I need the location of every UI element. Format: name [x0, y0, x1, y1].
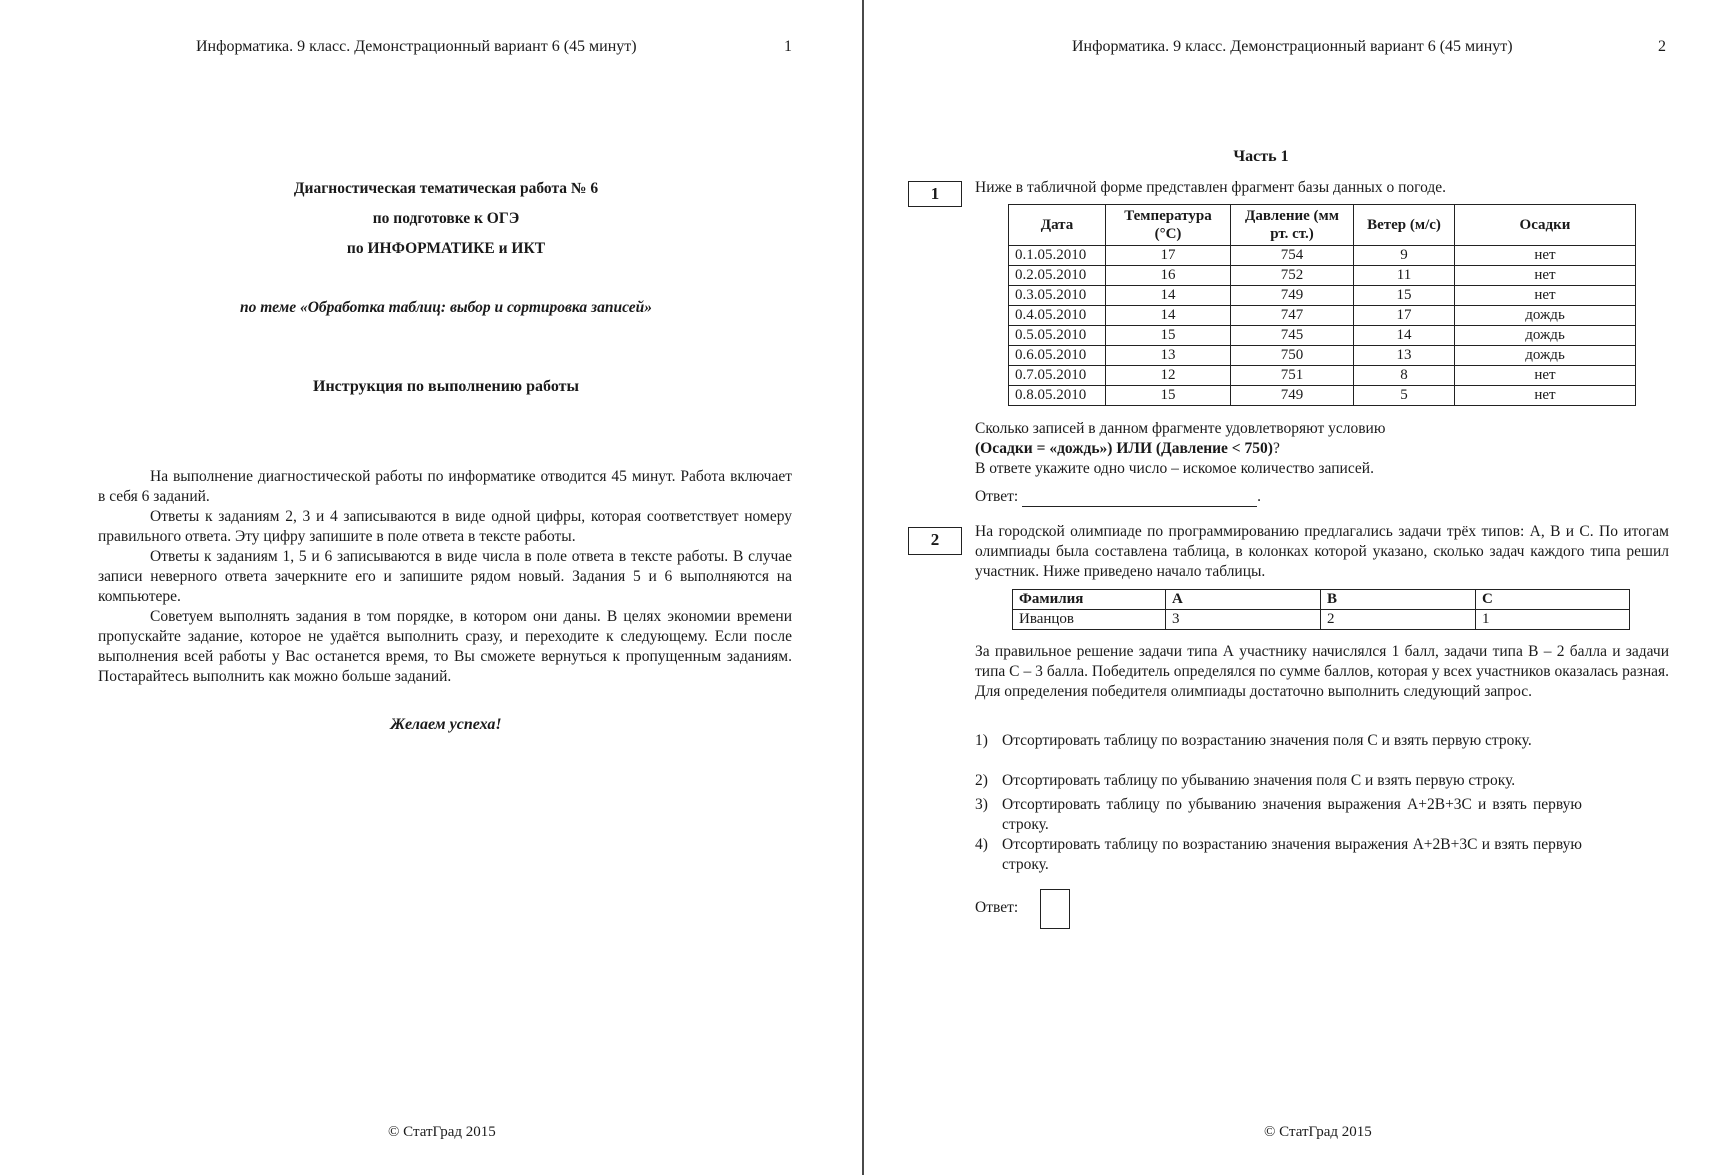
cell-precipitation: дождь [1455, 346, 1636, 366]
cell-wind: 14 [1354, 326, 1455, 346]
task2-text: За правильное решение задачи типа А участнику начислялся 1 балл, задачи типа В – 2 балла и задачи типа С – 3 балла. Победитель определялся по сумме баллов, которая у всех участников оказалась разная. Для определения победителя олимпиады достаточно выполнить следующий запрос. [975, 643, 1669, 700]
cell-date: 0.3.05.2010 [1009, 286, 1106, 306]
cell-pressure: 745 [1231, 326, 1354, 346]
page-divider [862, 0, 864, 1175]
instruction-paragraph: Ответы к заданиям 1, 5 и 6 записываются в виде числа в поле ответа в тексте работы. В случае записи неверного ответа зачеркните его и запишите рядом новый. Задания 5 и 6 выполняются на компьютере. [98, 548, 792, 605]
cell-precipitation: дождь [1455, 306, 1636, 326]
cell-date: 0.8.05.2010 [1009, 386, 1106, 406]
page-number: 1 [784, 38, 792, 55]
cell-wind: 15 [1354, 286, 1455, 306]
running-head: Информатика. 9 класс. Демонстрационный вариант 6 (45 минут) [196, 38, 637, 55]
table-header-row [1013, 590, 1630, 610]
option-text: Отсортировать таблицу по убыванию значения выражения А+2В+3С и взять первую строку. [1002, 796, 1582, 833]
cell-temperature: 14 [1106, 286, 1231, 306]
task1-condition: (Осадки = «дождь») ИЛИ (Давление < 750) [975, 440, 1273, 457]
table-row [1009, 386, 1636, 406]
cell-wind: 9 [1354, 246, 1455, 266]
header-a: А [1166, 590, 1321, 610]
answer-suffix: . [1257, 488, 1262, 505]
title-line-1: Диагностическая тематическая работа № 6 [293, 180, 599, 197]
task1-answer-line [975, 487, 1675, 507]
right-page [866, 0, 1727, 1175]
header-precipitation: Осадки [1455, 205, 1636, 246]
footer-copyright: © СтатГрад 2015 [388, 1124, 496, 1140]
table-row [1009, 286, 1636, 306]
title-line-2: по подготовке к ОГЭ [372, 210, 520, 227]
cell-surname: Иванцов [1013, 610, 1166, 630]
table-row [1013, 610, 1630, 630]
cell-date: 0.6.05.2010 [1009, 346, 1106, 366]
weather-table [1008, 204, 1636, 406]
task-number-2: 2 [908, 527, 962, 555]
table-row [1009, 266, 1636, 286]
header-b: В [1321, 590, 1476, 610]
cell-c: 1 [1476, 610, 1630, 630]
header-surname: Фамилия [1013, 590, 1166, 610]
cell-precipitation: нет [1455, 286, 1636, 306]
table-row [1009, 306, 1636, 326]
task1-intro: Ниже в табличной форме представлен фрагмент базы данных о погоде. [975, 179, 1447, 196]
instruction-heading: Инструкция по выполнению работы [313, 378, 579, 395]
answer-field[interactable] [1022, 492, 1257, 507]
option-number: 3) [975, 796, 988, 813]
header-wind: Ветер (м/с) [1354, 205, 1455, 246]
cell-date: 0.7.05.2010 [1009, 366, 1106, 386]
footer-copyright: © СтатГрад 2015 [1264, 1124, 1372, 1140]
cell-pressure: 749 [1231, 286, 1354, 306]
olympiad-table [1012, 589, 1630, 630]
topic-line: по теме «Обработка таблиц: выбор и сортировка записей» [240, 299, 652, 316]
running-head: Информатика. 9 класс. Демонстрационный вариант 6 (45 минут) [1072, 38, 1513, 55]
header-temperature: Температура (°С) [1106, 205, 1231, 246]
header-date: Дата [1009, 205, 1106, 246]
option-text: Отсортировать таблицу по возрастанию значения выражения А+2В+3С и взять первую строку. [1002, 836, 1582, 873]
cell-precipitation: дождь [1455, 326, 1636, 346]
cell-wind: 8 [1354, 366, 1455, 386]
cell-date: 0.2.05.2010 [1009, 266, 1106, 286]
part-heading: Часть 1 [1233, 148, 1289, 165]
cell-temperature: 15 [1106, 326, 1231, 346]
cell-wind: 13 [1354, 346, 1455, 366]
cell-pressure: 747 [1231, 306, 1354, 326]
cell-temperature: 14 [1106, 306, 1231, 326]
option-text: Отсортировать таблицу по убыванию значения поля С и взять первую строку. [1002, 772, 1516, 789]
cell-a: 3 [1166, 610, 1321, 630]
table-row [1009, 366, 1636, 386]
cell-b: 2 [1321, 610, 1476, 630]
cell-temperature: 16 [1106, 266, 1231, 286]
cell-temperature: 15 [1106, 386, 1231, 406]
instruction-paragraph: Советуем выполнять задания в том порядке, в котором они даны. В целях экономии времени пропускайте задание, которое не удаётся выполнить сразу, и переходите к следующему. Если после выполнения всей работы у Вас останется время, то Вы сможете вернуться к пропущенным заданиям. Постарайтесь выполнить как можно больше заданий. [98, 608, 792, 685]
cell-date: 0.5.05.2010 [1009, 326, 1106, 346]
header-pressure: Давление (мм рт. ст.) [1231, 205, 1354, 246]
option-text: Отсортировать таблицу по возрастанию значения поля С и взять первую строку. [1002, 732, 1532, 749]
task1-question: Сколько записей в данном фрагменте удовлетворяют условию [975, 420, 1386, 437]
option-number: 2) [975, 772, 988, 789]
table-row [1009, 326, 1636, 346]
cell-pressure: 749 [1231, 386, 1354, 406]
task-number-1: 1 [908, 181, 962, 207]
cell-wind: 5 [1354, 386, 1455, 406]
left-page [0, 0, 862, 1175]
cell-precipitation: нет [1455, 246, 1636, 266]
task1-condition-line [975, 439, 1675, 459]
cell-temperature: 13 [1106, 346, 1231, 366]
title-line-3: по ИНФОРМАТИКЕ и ИКТ [346, 240, 546, 257]
cell-pressure: 750 [1231, 346, 1354, 366]
cell-pressure: 754 [1231, 246, 1354, 266]
cell-pressure: 751 [1231, 366, 1354, 386]
task2-intro: На городской олимпиаде по программированию предлагались задачи трёх типов: А, В и С. По итогам олимпиады была составлена таблица, в колонках которой указано, сколько задач каждого типа решил участник. Ниже приведено начало таблицы. [975, 523, 1669, 580]
cell-wind: 11 [1354, 266, 1455, 286]
cell-pressure: 752 [1231, 266, 1354, 286]
option-number: 4) [975, 836, 988, 853]
task2-answer-label: Ответ: [975, 899, 1019, 916]
cell-temperature: 12 [1106, 366, 1231, 386]
page-number: 2 [1658, 38, 1666, 55]
table-header-row [1009, 205, 1636, 246]
header-c: С [1476, 590, 1630, 610]
task1-instruction: В ответе укажите одно число – искомое количество записей. [975, 460, 1374, 477]
option-number: 1) [975, 732, 988, 749]
cell-wind: 17 [1354, 306, 1455, 326]
cell-precipitation: нет [1455, 366, 1636, 386]
answer-label: Ответ: [975, 488, 1019, 505]
table-row [1009, 246, 1636, 266]
task2-answer-box[interactable] [1040, 889, 1070, 929]
task1-condition-suffix: ? [1272, 440, 1280, 457]
cell-temperature: 17 [1106, 246, 1231, 266]
closing-wish: Желаем успеха! [390, 716, 502, 733]
table-row [1009, 346, 1636, 366]
instruction-paragraph: На выполнение диагностической работы по информатике отводится 45 минут. Работа включает в себя 6 заданий. [98, 468, 792, 505]
instruction-paragraph: Ответы к заданиям 2, 3 и 4 записываются в виде одной цифры, которая соответствует номеру правильного ответа. Эту цифру запишите в поле ответа в тексте работы. [98, 508, 792, 545]
instruction-text [98, 467, 792, 687]
cell-date: 0.1.05.2010 [1009, 246, 1106, 266]
cell-precipitation: нет [1455, 386, 1636, 406]
cell-precipitation: нет [1455, 266, 1636, 286]
cell-date: 0.4.05.2010 [1009, 306, 1106, 326]
